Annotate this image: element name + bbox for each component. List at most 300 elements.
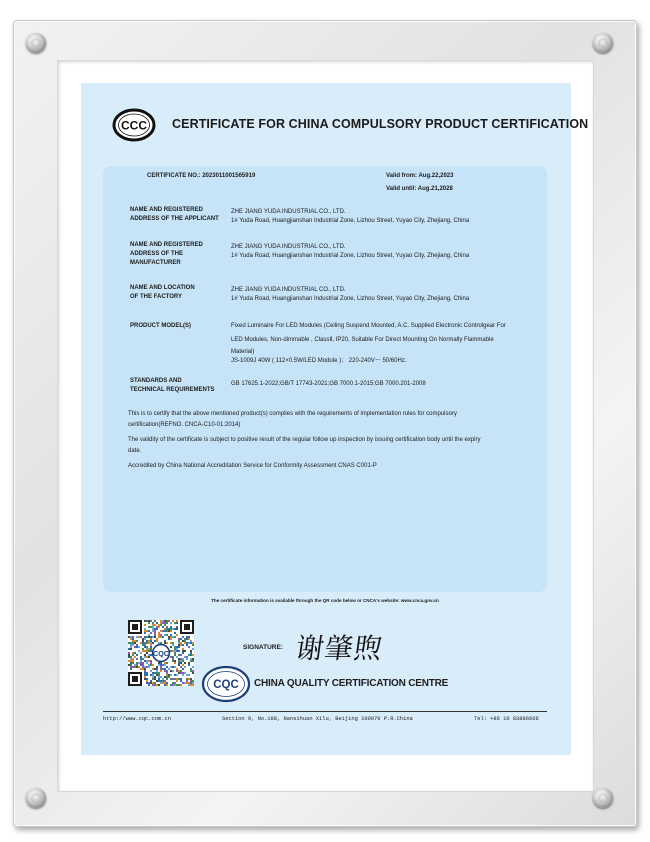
qr-module xyxy=(146,640,148,642)
qr-module xyxy=(186,638,188,640)
qr-module xyxy=(148,682,150,684)
qr-module xyxy=(148,620,150,622)
qr-module xyxy=(166,642,168,644)
qr-module xyxy=(178,658,180,660)
qr-module xyxy=(148,656,150,658)
qr-module xyxy=(164,622,166,624)
qr-module xyxy=(162,680,164,682)
qr-module xyxy=(144,668,146,670)
qr-module xyxy=(144,620,146,622)
qr-module xyxy=(162,668,164,670)
qr-module xyxy=(128,654,130,656)
product-line-4: JS-1009J 40W ( 112×0.5W/LED Module )； 220-240V～ 50/60Hz. xyxy=(231,358,407,364)
qr-module xyxy=(154,684,156,686)
qr-module xyxy=(162,678,164,680)
qr-module xyxy=(164,642,166,644)
qr-module xyxy=(166,674,168,676)
qr-module xyxy=(148,664,150,666)
qr-module xyxy=(158,636,160,638)
qr-module xyxy=(178,660,180,662)
qr-module xyxy=(170,646,172,648)
factory-name: ZHE JIANG YUDA INDUSTRIAL CO., LTD. xyxy=(231,287,346,293)
qr-module xyxy=(130,656,132,658)
ccc-logo-icon xyxy=(112,108,156,142)
qr-module xyxy=(132,638,134,640)
qr-module xyxy=(180,638,182,640)
qr-module xyxy=(188,674,190,676)
qr-module xyxy=(166,620,168,622)
qr-module xyxy=(160,662,162,664)
qr-module xyxy=(154,668,156,670)
qr-module xyxy=(162,636,164,638)
qr-module xyxy=(158,642,160,644)
qr-module xyxy=(142,664,144,666)
qr-module xyxy=(142,640,144,642)
qr-module xyxy=(152,668,154,670)
qr-module xyxy=(160,682,162,684)
qr-module xyxy=(134,666,136,668)
qr-module xyxy=(180,658,182,660)
qr-module xyxy=(172,684,174,686)
qr-module xyxy=(144,670,146,672)
qr-module xyxy=(158,672,160,674)
qr-module xyxy=(188,638,190,640)
qr-module xyxy=(156,626,158,628)
qr-module xyxy=(150,648,152,650)
qr-module xyxy=(158,662,160,664)
qr-module xyxy=(148,648,150,650)
qr-module xyxy=(130,642,132,644)
qr-module xyxy=(148,650,150,652)
qr-module xyxy=(174,648,176,650)
qr-module xyxy=(138,650,140,652)
qr-module xyxy=(152,628,154,630)
qr-module xyxy=(164,682,166,684)
qr-module xyxy=(162,664,164,666)
manufacturer-label-line: NAME AND REGISTERED xyxy=(130,242,203,248)
qr-module xyxy=(176,656,178,658)
qr-module xyxy=(182,652,184,654)
qr-module xyxy=(190,660,192,662)
qr-module xyxy=(156,666,158,668)
valid-until: Valid until: Aug.21,2028 xyxy=(386,186,453,192)
qr-module xyxy=(192,648,194,650)
qr-module xyxy=(178,638,180,640)
qr-info-line: The certificate information is available through the QR code below or CNCA's website: www.cnca.gov.cn xyxy=(211,598,439,603)
qr-module xyxy=(130,666,132,668)
qr-module xyxy=(144,624,146,626)
qr-module xyxy=(174,662,176,664)
qr-module xyxy=(162,620,164,622)
qr-module xyxy=(170,650,172,652)
qr-module xyxy=(190,684,192,686)
qr-module xyxy=(138,666,140,668)
qr-module xyxy=(170,638,172,640)
qr-module xyxy=(166,678,168,680)
qr-module xyxy=(148,666,150,668)
qr-module xyxy=(188,682,190,684)
qr-module xyxy=(158,676,160,678)
qr-module xyxy=(168,628,170,630)
qr-module xyxy=(172,650,174,652)
qr-module xyxy=(166,662,168,664)
qr-module xyxy=(136,640,138,642)
qr-module xyxy=(168,636,170,638)
qr-module xyxy=(176,668,178,670)
qr-module xyxy=(176,620,178,622)
qr-module xyxy=(150,646,152,648)
qr-module xyxy=(178,684,180,686)
qr-module xyxy=(172,644,174,646)
qr-module xyxy=(190,668,192,670)
qr-module xyxy=(176,680,178,682)
screw-bottom-right-icon xyxy=(593,788,613,808)
qr-module xyxy=(174,652,176,654)
qr-module xyxy=(130,664,132,666)
qr-module xyxy=(138,646,140,648)
qr-module xyxy=(146,636,148,638)
qr-module xyxy=(152,636,154,638)
qr-module xyxy=(132,658,134,660)
qr-module xyxy=(160,620,162,622)
qr-module xyxy=(156,638,158,640)
qr-module xyxy=(178,664,180,666)
qr-module xyxy=(166,666,168,668)
qr-module xyxy=(148,636,150,638)
qr-module xyxy=(136,662,138,664)
qr-module xyxy=(142,650,144,652)
qr-module xyxy=(184,642,186,644)
qr-module xyxy=(180,644,182,646)
qr-module xyxy=(132,660,134,662)
qr-module xyxy=(134,640,136,642)
qr-module xyxy=(170,622,172,624)
qr-module xyxy=(140,656,142,658)
qr-module xyxy=(172,670,174,672)
qr-module xyxy=(162,682,164,684)
applicant-label-line: NAME AND REGISTERED xyxy=(130,207,203,213)
qr-module xyxy=(190,682,192,684)
qr-module xyxy=(146,660,148,662)
qr-module xyxy=(156,640,158,642)
qr-module xyxy=(144,644,146,646)
qr-module xyxy=(190,658,192,660)
standards-value: GB 17625.1-2022;GB/T 17743-2021;GB 7000.1-2015;GB 7000.201-2008 xyxy=(231,381,426,387)
qr-module xyxy=(154,678,156,680)
qr-module xyxy=(146,666,148,668)
qr-module xyxy=(138,662,140,664)
qr-module xyxy=(164,670,166,672)
qr-module xyxy=(186,642,188,644)
qr-module xyxy=(170,642,172,644)
qr-module xyxy=(146,656,148,658)
qr-module xyxy=(160,670,162,672)
qr-module xyxy=(166,676,168,678)
qr-module xyxy=(144,646,146,648)
qr-module xyxy=(162,630,164,632)
qr-module xyxy=(174,636,176,638)
qr-module xyxy=(154,628,156,630)
qr-module xyxy=(166,626,168,628)
qr-module xyxy=(172,636,174,638)
ccc-mark: CCC xyxy=(121,118,147,133)
cqc-mark: CQC xyxy=(213,679,239,691)
qr-module xyxy=(180,684,182,686)
qr-module xyxy=(144,674,146,676)
qr-module xyxy=(152,624,154,626)
qr-module xyxy=(142,666,144,668)
qr-module xyxy=(184,672,186,674)
qr-module xyxy=(150,620,152,622)
qr-module xyxy=(134,646,136,648)
qr-module xyxy=(132,666,134,668)
qr-module xyxy=(172,666,174,668)
screw-bottom-left-icon xyxy=(26,788,46,808)
qr-module xyxy=(166,672,168,674)
footer-telephone: Tel: +86 10 83886666 xyxy=(474,716,539,722)
qr-module xyxy=(134,664,136,666)
qr-module xyxy=(190,640,192,642)
qr-module xyxy=(148,634,150,636)
qr-module xyxy=(182,640,184,642)
qr-module xyxy=(182,648,184,650)
qr-module xyxy=(140,660,142,662)
qr-module xyxy=(132,652,134,654)
qr-module xyxy=(186,678,188,680)
qr-module xyxy=(158,624,160,626)
qr-module xyxy=(186,636,188,638)
qr-module xyxy=(170,674,172,676)
qr-module xyxy=(152,672,154,674)
qr-module xyxy=(148,660,150,662)
qr-module xyxy=(130,668,132,670)
qr-module xyxy=(160,624,162,626)
qr-module xyxy=(180,670,182,672)
qr-module xyxy=(164,628,166,630)
factory-label-line: NAME AND LOCATION xyxy=(130,285,195,291)
qr-finder xyxy=(132,676,138,682)
manufacturer-label-line: MANUFACTURER xyxy=(130,260,181,266)
qr-module xyxy=(148,640,150,642)
qr-module xyxy=(156,670,158,672)
qr-module xyxy=(146,630,148,632)
qr-module xyxy=(146,620,148,622)
manufacturer-label xyxy=(130,241,230,268)
qr-module xyxy=(186,680,188,682)
qr-module xyxy=(136,666,138,668)
qr-module xyxy=(172,656,174,658)
qr-module xyxy=(140,662,142,664)
qr-module xyxy=(130,660,132,662)
qr-module xyxy=(170,630,172,632)
factory-address: 1# Yuda Road, Huangjianshan Industrial Zone, Lizhou Street, Yuyao City, Zhejiang, China xyxy=(231,296,470,302)
qr-module xyxy=(150,660,152,662)
qr-module xyxy=(154,682,156,684)
manufacturer-address: 1# Yuda Road, Huangjianshan Industrial Zone, Lizhou Street, Yuyao City, Zhejiang, China xyxy=(231,253,470,259)
qr-module xyxy=(160,664,162,666)
qr-module xyxy=(146,648,148,650)
qr-module xyxy=(180,672,182,674)
qr-module xyxy=(192,654,194,656)
qr-module xyxy=(140,652,142,654)
qr-finder xyxy=(132,624,138,630)
applicant-name: ZHE JIANG YUDA INDUSTRIAL CO., LTD. xyxy=(231,209,346,215)
qr-module xyxy=(164,668,166,670)
qr-module xyxy=(158,664,160,666)
qr-module xyxy=(152,682,154,684)
qr-module xyxy=(182,660,184,662)
qr-module xyxy=(158,684,160,686)
qr-module xyxy=(178,670,180,672)
qr-module xyxy=(160,630,162,632)
qr-module xyxy=(152,630,154,632)
qr-module xyxy=(136,644,138,646)
qr-module xyxy=(190,650,192,652)
qr-module xyxy=(172,682,174,684)
qr-module xyxy=(160,622,162,624)
qr-module xyxy=(190,654,192,656)
qr-module xyxy=(154,630,156,632)
qr-module xyxy=(134,652,136,654)
qr-module xyxy=(164,676,166,678)
qr-module xyxy=(140,658,142,660)
qr-module xyxy=(170,670,172,672)
qr-module xyxy=(170,634,172,636)
qr-module xyxy=(176,670,178,672)
statement-line: certification(REFNO. CNCA-C10-01:2014) xyxy=(128,422,241,428)
applicant-label xyxy=(130,206,230,224)
qr-module xyxy=(144,678,146,680)
qr-module xyxy=(172,620,174,622)
qr-module xyxy=(138,636,140,638)
standards-label xyxy=(130,377,230,395)
qr-module xyxy=(130,638,132,640)
qr-module xyxy=(178,662,180,664)
footer-address: Section 9, No.188, Nansihuan Xilu, Beijing 100070 P.R.China xyxy=(222,716,413,722)
footer-divider xyxy=(103,711,547,712)
qr-module xyxy=(184,640,186,642)
qr-module xyxy=(150,664,152,666)
qr-module xyxy=(180,660,182,662)
qr-module xyxy=(182,672,184,674)
qr-module xyxy=(174,650,176,652)
qr-module xyxy=(168,668,170,670)
qr-module xyxy=(142,648,144,650)
qr-module xyxy=(134,656,136,658)
qr-module xyxy=(152,678,154,680)
qr-module xyxy=(130,662,132,664)
qr-module xyxy=(190,652,192,654)
applicant-label-line: ADDRESS OF THE APPLICANT xyxy=(130,216,219,222)
qr-module xyxy=(192,666,194,668)
qr-module xyxy=(170,636,172,638)
qr-module xyxy=(174,646,176,648)
qr-module xyxy=(150,682,152,684)
qr-module xyxy=(170,678,172,680)
qr-module xyxy=(140,636,142,638)
qr-module xyxy=(166,634,168,636)
qr-module xyxy=(150,654,152,656)
qr-module xyxy=(154,672,156,674)
footer-website: http://www.cqc.com.cn xyxy=(103,716,171,722)
qr-module xyxy=(164,662,166,664)
qr-module xyxy=(172,642,174,644)
qr-module xyxy=(142,638,144,640)
qr-module xyxy=(178,642,180,644)
qr-module xyxy=(130,648,132,650)
qr-module xyxy=(146,672,148,674)
qr-module xyxy=(154,640,156,642)
statement-3: Accredited by China National Accreditation Service for Conformity Assessment CNAS C001-P xyxy=(128,463,377,469)
qr-module xyxy=(144,628,146,630)
qr-module xyxy=(148,626,150,628)
qr-module xyxy=(158,678,160,680)
qr-module xyxy=(140,642,142,644)
qr-module xyxy=(176,626,178,628)
qr-module xyxy=(170,666,172,668)
qr-module xyxy=(148,642,150,644)
qr-module xyxy=(176,674,178,676)
qr-module xyxy=(136,654,138,656)
qr-module xyxy=(152,684,154,686)
qr-module xyxy=(184,662,186,664)
qr-module xyxy=(174,622,176,624)
statement-line: This is to certify that the above mentioned product(s) complies with the requirements of implementation rules for compulsory xyxy=(128,411,457,417)
qr-module xyxy=(176,628,178,630)
qr-module xyxy=(182,644,184,646)
qr-module xyxy=(164,620,166,622)
qr-module xyxy=(168,620,170,622)
qr-module xyxy=(174,660,176,662)
qr-module xyxy=(154,620,156,622)
qr-module xyxy=(176,646,178,648)
qr-module xyxy=(156,684,158,686)
qr-module xyxy=(170,684,172,686)
qr-module xyxy=(136,636,138,638)
qr-module xyxy=(186,682,188,684)
qr-module xyxy=(128,652,130,654)
qr-module xyxy=(188,662,190,664)
screw-top-left-icon xyxy=(26,33,46,53)
qr-module xyxy=(188,646,190,648)
qr-module xyxy=(170,656,172,658)
qr-module xyxy=(160,642,162,644)
qr-module xyxy=(144,676,146,678)
qr-module xyxy=(158,680,160,682)
qr-module xyxy=(132,644,134,646)
qr-module xyxy=(158,634,160,636)
qr-module xyxy=(182,668,184,670)
qr-module xyxy=(192,684,194,686)
certificate-number: CERTIFICATE NO.: 2023011001565919 xyxy=(147,173,256,179)
qr-module xyxy=(164,630,166,632)
factory-label-line: OF THE FACTORY xyxy=(130,294,183,300)
qr-module xyxy=(150,650,152,652)
qr-module xyxy=(160,636,162,638)
qr-module xyxy=(140,664,142,666)
qr-module xyxy=(166,622,168,624)
qr-module xyxy=(144,632,146,634)
qr-module xyxy=(152,664,154,666)
qr-module xyxy=(168,638,170,640)
qr-module xyxy=(172,678,174,680)
qr-module xyxy=(148,622,150,624)
qr-module xyxy=(148,654,150,656)
qr-module xyxy=(160,668,162,670)
qr-module xyxy=(144,660,146,662)
qr-finder xyxy=(184,624,190,630)
qr-module xyxy=(146,662,148,664)
